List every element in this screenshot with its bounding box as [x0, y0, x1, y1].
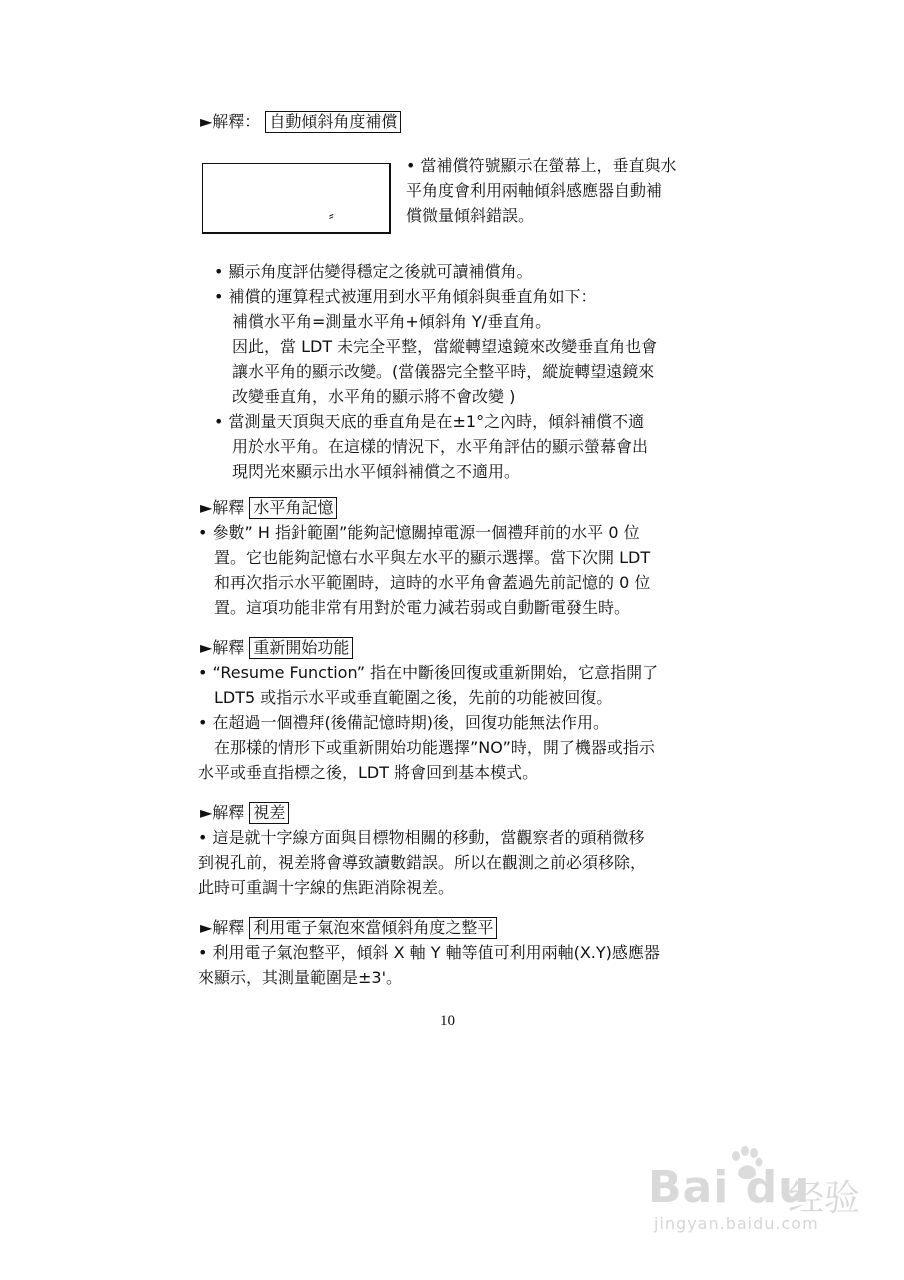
text-line: 水平或垂直指標之後，LDT 將會回到基本模式。	[198, 763, 539, 782]
text-line: • 參數” H 指針範圍”能夠記憶關掉電源一個禮拜前的水平 0 位	[198, 523, 640, 542]
text-line: 和再次指示水平範圍時，這時的水平角會蓋過先前記憶的 0 位	[214, 573, 651, 592]
text-line: 在那樣的情形下或重新開始功能選擇”NO”時，開了機器或指示	[214, 738, 655, 757]
text-line: 因此，當 LDT 未完全平整，當縱轉望遠鏡來改變垂直角也會	[232, 337, 658, 356]
text-line: 讓水平角的顯示改變。(當儀器完全整平時，縱旋轉望遠鏡來	[232, 362, 655, 381]
heading-title: 視差	[249, 802, 289, 824]
section-heading-tilt-compensation	[200, 111, 401, 133]
text-line: 現閃光來顯示出水平傾斜補償之不適用。	[232, 462, 521, 481]
text-line: • 當補償符號顯示在螢幕上，垂直與水	[406, 156, 677, 175]
text-line: 到視孔前，視差將會導致讀數錯誤。所以在觀測之前必須移除，	[198, 853, 647, 872]
compensation-display-box	[202, 163, 391, 234]
text-line: 來顯示，其測量範圍是±3'。	[198, 968, 402, 987]
section-heading-parallax	[200, 802, 289, 824]
tilt-compensation-icon: ⸗	[329, 208, 334, 224]
heading-prefix: ►解釋	[200, 498, 245, 517]
watermark-url: jingyan.baidu.com	[654, 1214, 819, 1233]
heading-title: 水平角記憶	[249, 497, 337, 519]
text-line: 補償水平角=測量水平角+傾斜角 Y/垂直角。	[232, 312, 552, 331]
heading-prefix: ►解釋	[200, 638, 245, 657]
watermark-brand: 经验	[788, 1178, 861, 1219]
section-heading-resume-function	[200, 637, 353, 659]
text-line: • 在超過一個禮拜(後備記憶時期)後，回復功能無法作用。	[198, 713, 610, 732]
heading-prefix: ►解釋	[200, 918, 245, 937]
text-line: 平角度會利用兩軸傾斜感應器自動補	[406, 181, 663, 200]
text-line: 置。它也能夠記憶右水平與左水平的顯示選擇。當下次開 LDT	[214, 548, 651, 567]
heading-title: 利用電子氣泡來當傾斜角度之整平	[249, 917, 497, 939]
page-number: 10	[440, 1013, 455, 1029]
watermark-logo: Bai du	[648, 1162, 811, 1213]
text-line: 用於水平角。在這樣的情況下，水平角評估的顯示螢幕會出	[232, 437, 649, 456]
section-heading-electronic-bubble	[200, 917, 497, 939]
text-line: • “Resume Function” 指在中斷後回復或重新開始，它意指開了	[198, 663, 659, 682]
text-line: • 這是就十字線方面與目標物相關的移動，當觀察者的頭稍微移	[198, 828, 645, 847]
text-line: • 利用電子氣泡整平，傾斜 X 軸 Y 軸等值可利用兩軸(X.Y)感應器	[198, 943, 660, 962]
heading-prefix: ►解釋：	[200, 112, 261, 131]
text-line: • 顯示角度評估變得穩定之後就可讀補償角。	[214, 262, 533, 281]
baidu-watermark	[638, 1144, 868, 1236]
heading-title: 重新開始功能	[249, 637, 353, 659]
text-line: 此時可重調十字線的焦距消除視差。	[198, 878, 455, 897]
text-line: • 當測量天頂與天底的垂直角是在±1°之內時，傾斜補償不適	[214, 412, 645, 431]
heading-title: 自動傾斜角度補償	[265, 111, 401, 133]
text-line: LDT5 或指示水平或垂直範圍之後，先前的功能被回復。	[214, 688, 613, 707]
heading-prefix: ►解釋	[200, 803, 245, 822]
section-heading-horizontal-memory	[200, 497, 337, 519]
text-line: 置。這項功能非常有用對於電力減若弱或自動斷電發生時。	[214, 598, 631, 617]
text-line: • 補償的運算程式被運用到水平角傾斜與垂直角如下：	[214, 287, 597, 306]
text-line: 改變垂直角，水平角的顯示將不會改變 )	[232, 387, 516, 406]
text-line: 償微量傾斜錯誤。	[406, 206, 535, 225]
